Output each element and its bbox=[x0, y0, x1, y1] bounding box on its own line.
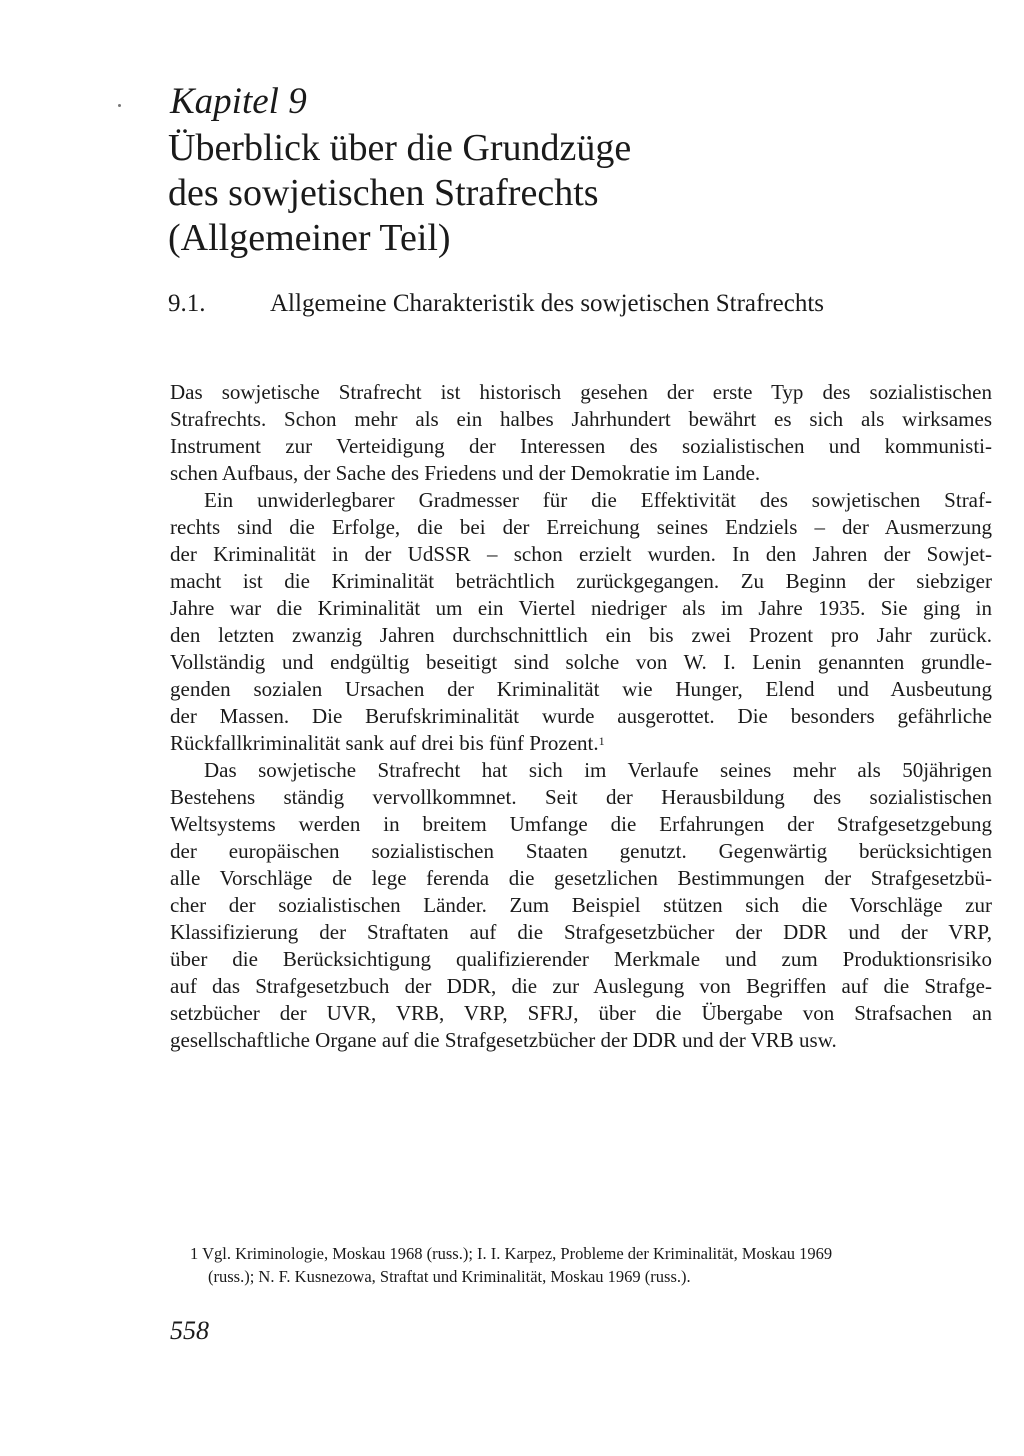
text-line: über die Berücksichtigung qualifizierender Merkmale und zum Produktionsrisiko bbox=[170, 947, 992, 971]
text-line: cher der sozialistischen Länder. Zum Beispiel stützen sich die Vorschläge zur bbox=[170, 893, 992, 917]
body-text bbox=[170, 379, 992, 1054]
text-line: schen Aufbaus, der Sache des Friedens und der Demokratie im Lande. bbox=[170, 461, 761, 485]
chapter-title bbox=[168, 126, 631, 261]
text-line: Instrument zur Verteidigung der Interessen des sozialistischen und kommunisti- bbox=[170, 434, 992, 458]
text-line: macht ist die Kriminalität beträchtlich zurückgegangen. Zu Beginn der siebziger bbox=[170, 569, 992, 593]
footnote bbox=[190, 1242, 990, 1288]
text-line: rechts sind die Erfolge, die bei der Erreichung seines Endziels – der Ausmerzung bbox=[170, 515, 992, 539]
paragraph-2 bbox=[170, 487, 992, 757]
chapter-title-line: des sowjetischen Strafrechts bbox=[168, 172, 599, 214]
text-line: Jahre war die Kriminalität um ein Viertel niedriger als im Jahre 1935. Sie ging in bbox=[170, 596, 992, 620]
section-heading bbox=[168, 288, 824, 320]
text-line: Strafrechts. Schon mehr als ein halbes Jahrhundert bewährt es sich als wirksames bbox=[170, 407, 992, 431]
text-line: den letzten zwanzig Jahren durchschnittlich ein bis zwei Prozent pro Jahr zurück. bbox=[170, 623, 992, 647]
footnote-reference[interactable]: 1 bbox=[598, 734, 605, 748]
section-number: 9.1. bbox=[168, 290, 206, 317]
footnote-line: 1 Vgl. Kriminologie, Moskau 1968 (russ.); I. I. Karpez, Probleme der Kriminalität, Moskau 1969 bbox=[190, 1244, 833, 1263]
chapter-title-line: (Allgemeiner Teil) bbox=[168, 217, 451, 259]
text-line: auf das Strafgesetzbuch der DDR, die zur Auslegung von Begriffen auf die Strafge- bbox=[170, 974, 992, 998]
text-line: gesellschaftliche Organe auf die Strafgesetzbücher der DDR und der VRB usw. bbox=[170, 1028, 837, 1052]
text-line: alle Vorschläge de lege ferenda die gesetzlichen Bestimmungen der Strafgesetzbü- bbox=[170, 866, 992, 890]
text-line: Klassifizierung der Straftaten auf die Strafgesetzbücher der DDR und der VRP, bbox=[170, 920, 992, 944]
section-title: Allgemeine Charakteristik des sowjetischen Strafrechts bbox=[270, 290, 825, 317]
text-line: Ein unwiderlegbarer Gradmesser für die Effektivität des sowjetischen Straf- bbox=[204, 488, 992, 512]
text-line: Bestehens ständig vervollkommnet. Seit der Herausbildung des sozialistischen bbox=[170, 785, 992, 809]
chapter-title-line: Überblick über die Grundzüge bbox=[168, 127, 632, 169]
text-line: Vollständig und endgültig beseitigt sind solche von W. I. Lenin genannten grundle- bbox=[170, 650, 992, 674]
text-line: Das sowjetische Strafrecht ist historisch gesehen der erste Typ des sozialistischen bbox=[170, 380, 992, 404]
chapter-label: Kapitel 9 bbox=[170, 81, 307, 122]
text-line-with-footnote bbox=[170, 730, 992, 757]
text-line: der Kriminalität in der UdSSR – schon erzielt wurden. In den Jahren der Sowjet- bbox=[170, 542, 992, 566]
text-line: der Massen. Die Berufskriminalität wurde ausgerottet. Die besonders gefährliche bbox=[170, 704, 992, 728]
text-line: der europäischen sozialistischen Staaten genutzt. Gegenwärtig berücksichtigen bbox=[170, 839, 992, 863]
text-line: Das sowjetische Strafrecht hat sich im Verlaufe seines mehr als 50jährigen bbox=[204, 758, 992, 782]
scan-speck bbox=[118, 104, 121, 107]
paragraph-1 bbox=[170, 379, 992, 487]
page-number: 558 bbox=[170, 1316, 209, 1345]
text-line: genden sozialen Ursachen der Kriminalität wie Hunger, Elend und Ausbeutung bbox=[170, 677, 992, 701]
text-line: setzbücher der UVR, VRB, VRP, SFRJ, über die Übergabe von Strafsachen an bbox=[170, 1001, 992, 1025]
footnote-line: (russ.); N. F. Kusnezowa, Straftat und Kriminalität, Moskau 1969 (russ.). bbox=[208, 1267, 691, 1286]
paragraph-3 bbox=[170, 757, 992, 1054]
text-line: Rückfallkriminalität sank auf drei bis fünf Prozent. bbox=[170, 731, 599, 755]
text-line: Weltsystems werden in breitem Umfange die Erfahrungen der Strafgesetzgebung bbox=[170, 812, 992, 836]
